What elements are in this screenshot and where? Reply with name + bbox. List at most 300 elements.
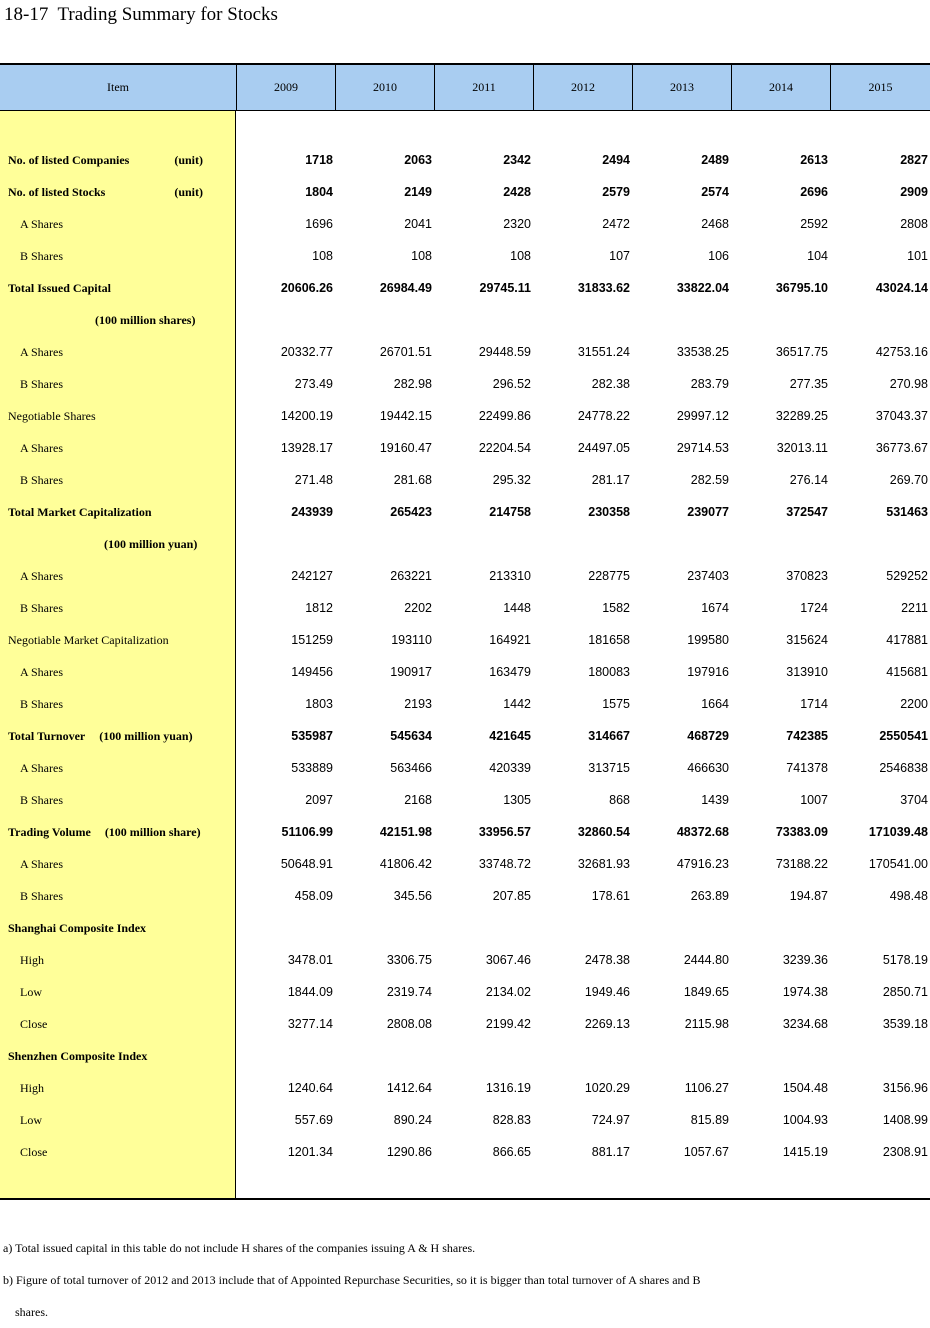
table-cell: 1575 xyxy=(602,697,630,711)
table-cell: 197916 xyxy=(687,665,729,679)
table-cell: 36517.75 xyxy=(775,345,828,359)
table-cell: 33748.72 xyxy=(478,857,531,871)
table-cell: 73383.09 xyxy=(775,825,828,839)
table-cell: 263.89 xyxy=(690,889,729,903)
table-cell: 32860.54 xyxy=(577,825,630,839)
table-cell: 33956.57 xyxy=(478,825,531,839)
table-cell: 2808 xyxy=(900,217,928,231)
table-cell: 2269.13 xyxy=(584,1017,630,1031)
table-cell: 3239.36 xyxy=(782,953,828,967)
table-row-label xyxy=(0,720,235,752)
table-row xyxy=(236,560,930,592)
row-label-text: (100 million yuan) xyxy=(104,536,198,551)
table-cell: 270.98 xyxy=(889,377,928,391)
table-row-label xyxy=(0,912,235,944)
table-cell: 163479 xyxy=(489,665,531,679)
table-cell: 32681.93 xyxy=(577,857,630,871)
table-cell: 276.14 xyxy=(789,473,828,487)
table-cell: 529252 xyxy=(886,569,928,583)
table-cell: 42753.16 xyxy=(875,345,928,359)
table-cell: 170541.00 xyxy=(868,857,928,871)
item-column xyxy=(0,111,236,1198)
table-cell: 1201.34 xyxy=(287,1145,333,1159)
table-cell: 420339 xyxy=(489,761,531,775)
table-cell: 1674 xyxy=(701,601,729,615)
table-cell: 2494 xyxy=(602,153,630,167)
table-row-label xyxy=(0,1040,235,1072)
table-row xyxy=(236,400,930,432)
table-cell: 1412.64 xyxy=(386,1081,432,1095)
table-row xyxy=(236,624,930,656)
table-cell: 271.48 xyxy=(294,473,333,487)
table-row xyxy=(236,784,930,816)
table-cell: 2319.74 xyxy=(386,985,432,999)
table-row xyxy=(236,272,930,304)
table-row xyxy=(236,592,930,624)
table-row xyxy=(236,752,930,784)
footnote: b) Figure of total turnover of 2012 and 2013 include that of Appointed Repurchase Securities, so it is bigger than total turnover of A shares and B xyxy=(3,1273,701,1287)
table-cell: 106 xyxy=(708,249,729,263)
table-cell: 1812 xyxy=(305,601,333,615)
table-cell: 283.79 xyxy=(690,377,729,391)
table-cell: 498.48 xyxy=(889,889,928,903)
table-row-label xyxy=(0,368,235,400)
table-cell: 1106.27 xyxy=(684,1081,729,1095)
table-cell: 1004.93 xyxy=(782,1113,828,1127)
row-label-text: Trading Volume xyxy=(8,824,91,839)
table-row-label xyxy=(0,304,235,336)
row-label xyxy=(0,153,235,168)
table-cell: 29745.11 xyxy=(479,281,531,295)
table-row xyxy=(236,944,930,976)
table-cell: 2149 xyxy=(404,185,432,199)
table-cell: 277.35 xyxy=(789,377,828,391)
table-row-label xyxy=(0,1072,235,1104)
table-cell: 281.17 xyxy=(591,473,630,487)
header-year: 2010 xyxy=(335,65,434,110)
table-cell: 2478.38 xyxy=(584,953,630,967)
row-label xyxy=(0,473,235,488)
table-cell: 815.89 xyxy=(690,1113,729,1127)
table-row xyxy=(236,816,930,848)
table-cell: 239077 xyxy=(687,505,729,519)
table-cell: 1415.19 xyxy=(782,1145,828,1159)
table-cell: 314667 xyxy=(588,729,630,743)
table-cell: 1803 xyxy=(305,697,333,711)
table-cell: 1582 xyxy=(602,601,630,615)
table-cell: 164921 xyxy=(489,633,531,647)
table-cell: 269.70 xyxy=(889,473,928,487)
row-label-text: B Shares xyxy=(20,376,63,391)
table-cell: 108 xyxy=(411,249,432,263)
table-cell: 29714.53 xyxy=(676,441,729,455)
table-cell: 50648.91 xyxy=(280,857,333,871)
table-cell: 31551.24 xyxy=(577,345,630,359)
table-cell: 2444.80 xyxy=(683,953,729,967)
table-cell: 2041 xyxy=(404,217,432,231)
table-row xyxy=(236,368,930,400)
table-cell: 466630 xyxy=(687,761,729,775)
table-cell: 563466 xyxy=(390,761,432,775)
table-cell: 890.24 xyxy=(393,1113,432,1127)
table-cell: 265423 xyxy=(390,505,432,519)
row-label-text: Shenzhen Composite Index xyxy=(8,1048,148,1063)
table-cell: 151259 xyxy=(291,633,333,647)
table-cell: 181658 xyxy=(588,633,630,647)
table-cell: 2468 xyxy=(701,217,729,231)
table-cell: 2193 xyxy=(404,697,432,711)
row-label-text: Total Turnover xyxy=(8,728,86,743)
table-cell: 2909 xyxy=(900,185,928,199)
row-label-text: B Shares xyxy=(20,248,63,263)
row-label xyxy=(0,1049,235,1064)
table-row-label xyxy=(0,272,235,304)
table-cell: 3277.14 xyxy=(287,1017,333,1031)
row-label-text: Low xyxy=(20,1112,42,1127)
table-cell: 1504.48 xyxy=(782,1081,828,1095)
page-title: 18-17 Trading Summary for Stocks xyxy=(4,4,278,25)
row-label-text: A Shares xyxy=(20,344,63,359)
row-label xyxy=(0,985,235,1000)
row-label xyxy=(0,345,235,360)
table-cell: 295.32 xyxy=(492,473,531,487)
row-label xyxy=(0,1017,235,1032)
table-cell: 2696 xyxy=(800,185,828,199)
table-cell: 37043.37 xyxy=(875,409,928,423)
row-label-text: High xyxy=(20,1080,44,1095)
table-cell: 1664 xyxy=(701,697,729,711)
table-cell: 2097 xyxy=(305,793,333,807)
row-label-text: Close xyxy=(20,1016,48,1031)
table-cell: 47916.23 xyxy=(676,857,729,871)
row-label xyxy=(0,697,235,712)
table-cell: 41806.42 xyxy=(379,857,432,871)
table-cell: 26701.51 xyxy=(379,345,432,359)
row-label-text: Total Market Capitalization xyxy=(8,504,152,519)
table-cell: 533889 xyxy=(291,761,333,775)
table-cell: 180083 xyxy=(588,665,630,679)
table-row xyxy=(236,240,930,272)
row-label xyxy=(0,185,235,200)
row-unit: (100 million share) xyxy=(104,824,201,839)
table-cell: 36795.10 xyxy=(775,281,828,295)
trading-summary-table xyxy=(0,63,930,1200)
table-cell: 1290.86 xyxy=(386,1145,432,1159)
table-row xyxy=(236,1040,930,1072)
table-cell: 33538.25 xyxy=(676,345,729,359)
table-cell: 108 xyxy=(510,249,531,263)
table-cell: 1442 xyxy=(503,697,531,711)
table-cell: 2850.71 xyxy=(882,985,928,999)
table-cell: 741378 xyxy=(786,761,828,775)
table-cell: 531463 xyxy=(886,505,928,519)
table-cell: 32289.25 xyxy=(775,409,828,423)
table-cell: 43024.14 xyxy=(875,281,928,295)
table-cell: 3234.68 xyxy=(782,1017,828,1031)
table-cell: 742385 xyxy=(786,729,828,743)
table-cell: 2063 xyxy=(404,153,432,167)
table-row-label xyxy=(0,144,235,176)
table-row-label xyxy=(0,432,235,464)
row-label-text: Shanghai Composite Index xyxy=(8,920,147,935)
table-cell: 1849.65 xyxy=(683,985,729,999)
table-cell: 345.56 xyxy=(393,889,432,903)
row-label-text: Close xyxy=(20,1144,48,1159)
table-cell: 190917 xyxy=(390,665,432,679)
table-cell: 32013.11 xyxy=(776,441,828,455)
table-cell: 22499.86 xyxy=(478,409,531,423)
table-cell: 282.98 xyxy=(393,377,432,391)
table-row xyxy=(236,1008,930,1040)
table-cell: 3156.96 xyxy=(882,1081,928,1095)
table-cell: 2199.42 xyxy=(485,1017,531,1031)
table-cell: 1020.29 xyxy=(584,1081,630,1095)
table-cell: 296.52 xyxy=(492,377,531,391)
row-label xyxy=(0,505,235,520)
table-cell: 1844.09 xyxy=(287,985,333,999)
table-row xyxy=(236,464,930,496)
table-row-label xyxy=(0,400,235,432)
table-row-label xyxy=(0,880,235,912)
row-label-text: B Shares xyxy=(20,472,63,487)
row-label-text: Total Issued Capital xyxy=(8,280,111,295)
row-label-text: Low xyxy=(20,984,42,999)
row-label xyxy=(0,1145,235,1160)
header-year: 2012 xyxy=(533,65,632,110)
table-cell: 228775 xyxy=(588,569,630,583)
row-label xyxy=(0,633,235,648)
footnote: a) Total issued capital in this table do not include H shares of the companies issuing A & H shares. xyxy=(3,1241,476,1255)
footnote: shares. xyxy=(3,1305,48,1319)
row-label xyxy=(0,729,235,744)
row-unit: (unit) xyxy=(174,184,203,199)
table-cell: 557.69 xyxy=(294,1113,333,1127)
table-cell: 31833.62 xyxy=(577,281,630,295)
table-cell: 881.17 xyxy=(591,1145,630,1159)
table-cell: 13928.17 xyxy=(280,441,333,455)
header-year: 2015 xyxy=(830,65,930,110)
table-cell: 48372.68 xyxy=(676,825,729,839)
table-row-label xyxy=(0,848,235,880)
row-label-text: A Shares xyxy=(20,856,63,871)
table-cell: 282.38 xyxy=(591,377,630,391)
table-cell: 20606.26 xyxy=(280,281,333,295)
row-label xyxy=(0,601,235,616)
table-cell: 14200.19 xyxy=(280,409,333,423)
table-cell: 866.65 xyxy=(492,1145,531,1159)
table-row xyxy=(236,1072,930,1104)
header-year: 2014 xyxy=(731,65,830,110)
table-cell: 101 xyxy=(907,249,928,263)
table-cell: 1057.67 xyxy=(683,1145,729,1159)
table-row-label xyxy=(0,624,235,656)
table-cell: 20332.77 xyxy=(280,345,333,359)
table-row xyxy=(236,848,930,880)
row-label xyxy=(0,825,235,840)
table-cell: 2428 xyxy=(503,185,531,199)
table-cell: 29997.12 xyxy=(676,409,729,423)
table-cell: 415681 xyxy=(886,665,928,679)
table-row-label xyxy=(0,656,235,688)
row-label-text: B Shares xyxy=(20,600,63,615)
table-cell: 372547 xyxy=(786,505,828,519)
table-row xyxy=(236,432,930,464)
table-cell: 1949.46 xyxy=(584,985,630,999)
table-row xyxy=(236,976,930,1008)
table-cell: 2308.91 xyxy=(882,1145,928,1159)
table-row-label xyxy=(0,176,235,208)
table-cell: 313910 xyxy=(786,665,828,679)
table-cell: 1316.19 xyxy=(485,1081,531,1095)
row-label xyxy=(0,537,235,552)
table-cell: 2472 xyxy=(602,217,630,231)
table-row xyxy=(236,912,930,944)
header-year: 2011 xyxy=(434,65,533,110)
row-unit: (unit) xyxy=(174,152,203,167)
values-column xyxy=(236,111,930,1198)
row-label xyxy=(0,857,235,872)
table-cell: 171039.48 xyxy=(868,825,928,839)
table-cell: 1804 xyxy=(305,185,333,199)
row-label xyxy=(0,1081,235,1096)
table-body xyxy=(0,111,930,1200)
table-row xyxy=(236,528,930,560)
table-cell: 108 xyxy=(312,249,333,263)
row-label-text: A Shares xyxy=(20,440,63,455)
header-year: 2009 xyxy=(236,65,335,110)
table-cell: 1724 xyxy=(800,601,828,615)
table-row xyxy=(236,720,930,752)
row-label xyxy=(0,313,235,328)
table-row-label xyxy=(0,752,235,784)
table-row-label xyxy=(0,944,235,976)
row-label-text: B Shares xyxy=(20,696,63,711)
row-label-text: A Shares xyxy=(20,216,63,231)
row-label-text: B Shares xyxy=(20,888,63,903)
table-cell: 194.87 xyxy=(789,889,828,903)
table-cell: 2115.98 xyxy=(684,1017,729,1031)
table-cell: 207.85 xyxy=(492,889,531,903)
table-cell: 3704 xyxy=(900,793,928,807)
table-row-label xyxy=(0,208,235,240)
table-cell: 19160.47 xyxy=(379,441,432,455)
table-row-label xyxy=(0,688,235,720)
table-cell: 1305 xyxy=(503,793,531,807)
table-cell: 149456 xyxy=(291,665,333,679)
header-year: 2013 xyxy=(632,65,731,110)
table-cell: 104 xyxy=(807,249,828,263)
table-cell: 313715 xyxy=(588,761,630,775)
row-label-text: A Shares xyxy=(20,760,63,775)
table-row-label xyxy=(0,1136,235,1168)
table-cell: 3306.75 xyxy=(386,953,432,967)
table-cell: 42151.98 xyxy=(379,825,432,839)
table-cell: 2200 xyxy=(900,697,928,711)
table-cell: 1439 xyxy=(701,793,729,807)
row-unit: (100 million yuan) xyxy=(99,728,193,743)
table-cell: 458.09 xyxy=(294,889,333,903)
table-cell: 33822.04 xyxy=(676,281,729,295)
table-cell: 237403 xyxy=(687,569,729,583)
row-label-text: A Shares xyxy=(20,568,63,583)
table-row-label xyxy=(0,560,235,592)
table-cell: 273.49 xyxy=(294,377,333,391)
table-row-label xyxy=(0,592,235,624)
table-cell: 178.61 xyxy=(591,889,630,903)
table-cell: 1718 xyxy=(305,153,333,167)
table-cell: 1974.38 xyxy=(782,985,828,999)
table-row xyxy=(236,176,930,208)
row-label xyxy=(0,793,235,808)
table-cell: 1448 xyxy=(503,601,531,615)
row-label-text: (100 million shares) xyxy=(95,312,196,327)
table-cell: 1408.99 xyxy=(882,1113,928,1127)
table-cell: 370823 xyxy=(786,569,828,583)
table-cell: 2202 xyxy=(404,601,432,615)
table-cell: 24778.22 xyxy=(577,409,630,423)
row-label-text: No. of listed Stocks xyxy=(8,184,106,199)
table-cell: 2592 xyxy=(800,217,828,231)
row-label xyxy=(0,761,235,776)
table-row xyxy=(236,1136,930,1168)
table-cell: 230358 xyxy=(588,505,630,519)
table-cell: 535987 xyxy=(291,729,333,743)
table-cell: 1240.64 xyxy=(287,1081,333,1095)
table-cell: 51106.99 xyxy=(281,825,333,839)
table-cell: 5178.19 xyxy=(882,953,928,967)
table-row-label xyxy=(0,1008,235,1040)
table-cell: 421645 xyxy=(489,729,531,743)
footnotes xyxy=(3,1232,923,1328)
table-cell: 315624 xyxy=(786,633,828,647)
table-row xyxy=(236,336,930,368)
table-header xyxy=(0,63,930,111)
table-cell: 263221 xyxy=(390,569,432,583)
row-label xyxy=(0,377,235,392)
row-label-text: Negotiable Shares xyxy=(8,408,96,423)
table-cell: 417881 xyxy=(886,633,928,647)
table-row xyxy=(236,1104,930,1136)
table-cell: 2546838 xyxy=(879,761,928,775)
table-cell: 2489 xyxy=(701,153,729,167)
table-cell: 2134.02 xyxy=(485,985,531,999)
table-row xyxy=(236,656,930,688)
table-row-label xyxy=(0,528,235,560)
table-cell: 2574 xyxy=(701,185,729,199)
table-cell: 2613 xyxy=(800,153,828,167)
row-label-text: No. of listed Companies xyxy=(8,152,130,167)
table-row xyxy=(236,304,930,336)
table-row xyxy=(236,688,930,720)
row-label xyxy=(0,569,235,584)
table-cell: 2342 xyxy=(503,153,531,167)
table-cell: 26984.49 xyxy=(379,281,432,295)
table-cell: 2168 xyxy=(404,793,432,807)
table-cell: 3067.46 xyxy=(485,953,531,967)
table-row-label xyxy=(0,976,235,1008)
table-row xyxy=(236,208,930,240)
table-cell: 1007 xyxy=(800,793,828,807)
row-label xyxy=(0,1113,235,1128)
table-row xyxy=(236,144,930,176)
row-label xyxy=(0,249,235,264)
table-cell: 3478.01 xyxy=(287,953,333,967)
table-cell: 213310 xyxy=(489,569,531,583)
table-cell: 1696 xyxy=(305,217,333,231)
table-cell: 2827 xyxy=(900,153,928,167)
table-cell: 22204.54 xyxy=(478,441,531,455)
table-cell: 193110 xyxy=(391,633,432,647)
